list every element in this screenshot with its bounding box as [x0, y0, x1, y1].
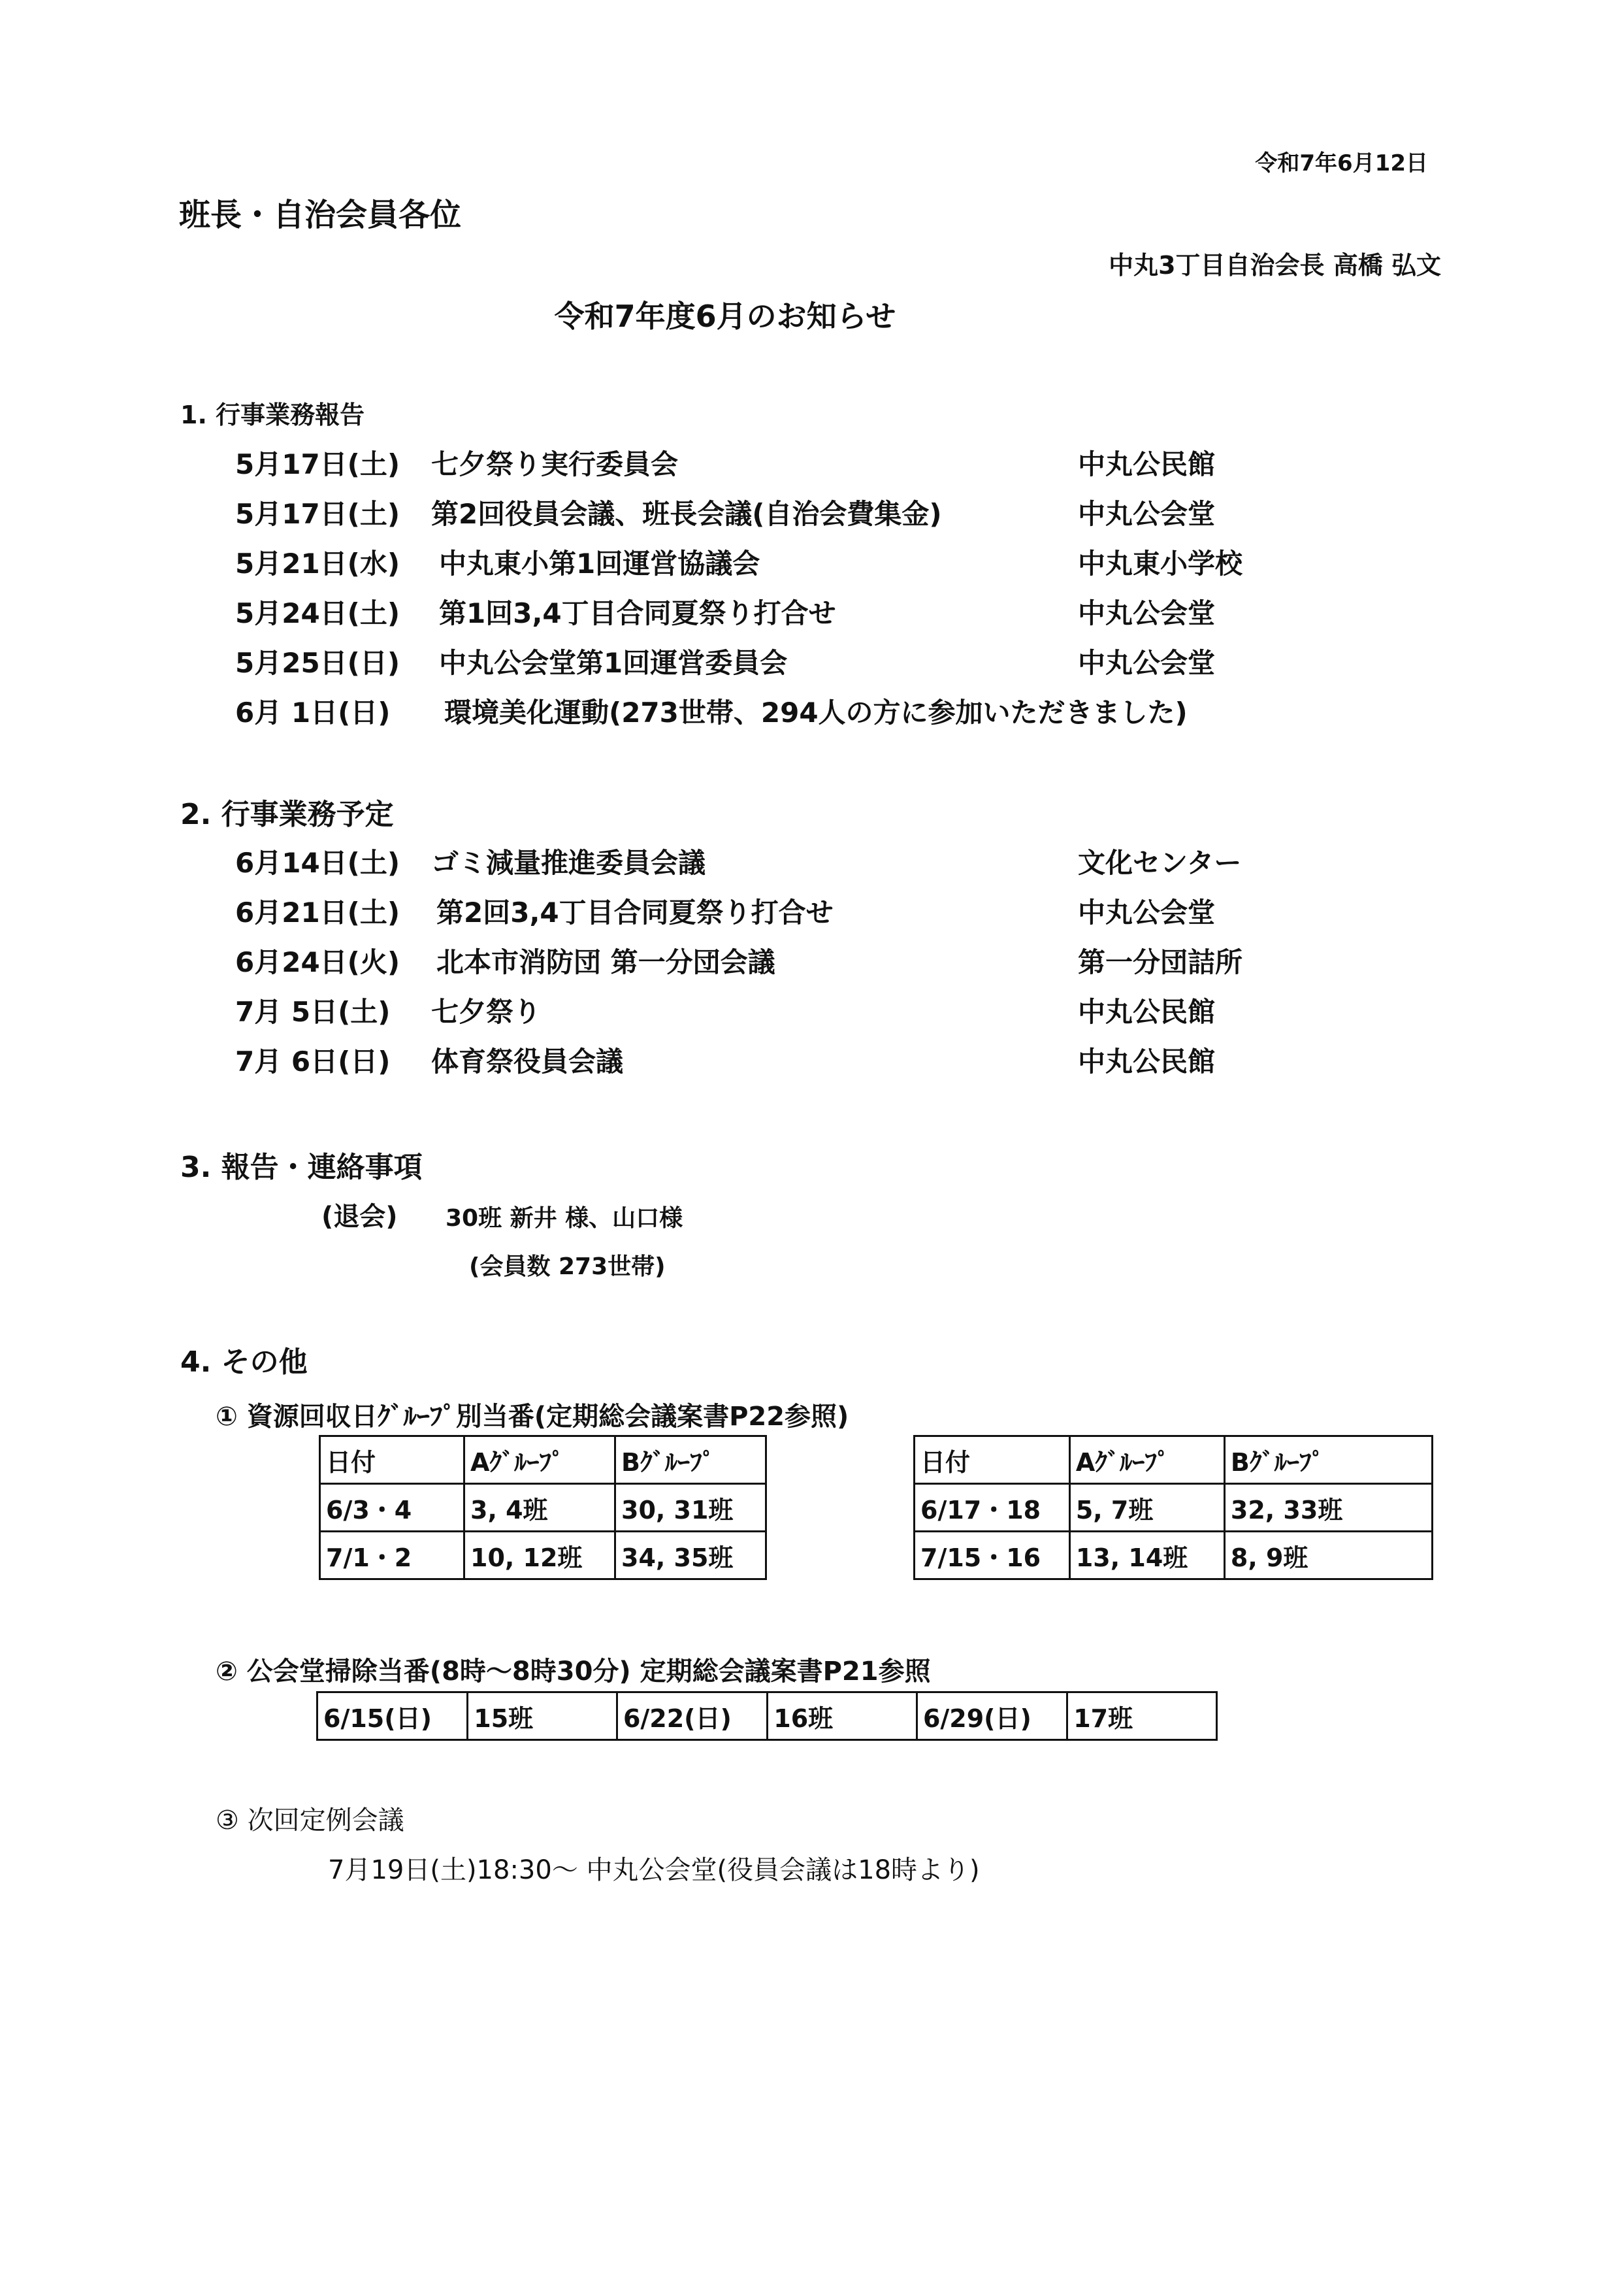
- header-group-b: Bｸﾞﾙｰﾌﾟ: [615, 1436, 766, 1484]
- event-place: 中丸公民館: [1078, 996, 1216, 1028]
- event-place: 中丸公会堂: [1078, 647, 1216, 679]
- table-row: [915, 1532, 1433, 1579]
- event-date: 6月14日(土): [235, 847, 400, 879]
- member-count: (会員数 273世帯): [469, 1253, 666, 1280]
- event-place: 中丸公民館: [1078, 448, 1216, 480]
- event-date: 5月17日(土): [235, 498, 400, 530]
- header-group-b: Bｸﾞﾙｰﾌﾟ: [1224, 1436, 1432, 1484]
- event-date: 5月25日(日): [235, 647, 400, 679]
- table-cell: 7/1・2: [320, 1532, 464, 1579]
- table-cell: 34, 35班: [615, 1532, 766, 1579]
- table-row: [320, 1436, 766, 1484]
- table-cell: 6/3・4: [320, 1484, 464, 1532]
- recycling-table-right: [913, 1435, 1433, 1580]
- table-cell: 13, 14班: [1069, 1532, 1224, 1579]
- table-cell: 6/17・18: [915, 1484, 1070, 1532]
- section2-heading: 2. 行事業務予定: [180, 798, 394, 831]
- event-place: 文化センター: [1078, 847, 1242, 879]
- event-name: 北本市消防団 第一分団会議: [436, 946, 775, 978]
- event-date: 6月24日(火): [235, 946, 400, 978]
- next-meeting-title: ③ 次回定例会議: [216, 1805, 404, 1836]
- table-cell: 6/29(日): [917, 1692, 1067, 1740]
- event-name: 中丸公会堂第1回運営委員会: [439, 647, 788, 679]
- event-name: 環境美化運動(273世帯、294人の方に参加いただきました): [444, 697, 1188, 729]
- table-cell: 7/15・16: [915, 1532, 1070, 1579]
- hall-cleaning-title: ② 公会堂掃除当番(8時～8時30分) 定期総会議案書P21参照: [216, 1656, 931, 1687]
- event-place: 第一分団詰所: [1078, 946, 1243, 978]
- document-date: 令和7年6月12日: [1255, 150, 1428, 176]
- table-cell: 6/22(日): [617, 1692, 767, 1740]
- event-place: 中丸公民館: [1078, 1046, 1216, 1078]
- event-date: 5月24日(土): [235, 597, 400, 629]
- event-date: 7月 6日(日): [235, 1046, 391, 1078]
- event-date: 5月17日(土): [235, 448, 400, 480]
- event-name: 第2回役員会議、班長会議(自治会費集金): [431, 498, 942, 530]
- table-cell: 6/15(日): [317, 1692, 468, 1740]
- event-place: 中丸公会堂: [1078, 597, 1216, 629]
- event-place: 中丸公会堂: [1078, 498, 1216, 530]
- next-meeting-detail: 7月19日(土)18:30～ 中丸公会堂(役員会議は18時より): [328, 1855, 980, 1885]
- table-row: [320, 1532, 766, 1579]
- table-cell: 30, 31班: [615, 1484, 766, 1532]
- event-name: 中丸東小第1回運営協議会: [439, 548, 760, 580]
- event-name: 七夕祭り: [431, 996, 542, 1028]
- event-name: ゴミ減量推進委員会議: [431, 847, 706, 879]
- table-cell: 16班: [768, 1692, 917, 1740]
- event-date: 7月 5日(土): [235, 996, 391, 1028]
- recycling-table-left: [319, 1435, 767, 1580]
- header-group-a: Aｸﾞﾙｰﾌﾟ: [1069, 1436, 1224, 1484]
- event-name: 体育祭役員会議: [431, 1046, 624, 1078]
- sender: 中丸3丁目自治会長 高橋 弘文: [1109, 251, 1441, 280]
- header-group-a: Aｸﾞﾙｰﾌﾟ: [464, 1436, 615, 1484]
- section4-heading: 4. その他: [180, 1345, 308, 1379]
- table-cell: 8, 9班: [1224, 1532, 1432, 1579]
- table-cell: 17班: [1067, 1692, 1217, 1740]
- event-date: 5月21日(水): [235, 548, 400, 580]
- table-cell: 5, 7班: [1069, 1484, 1224, 1532]
- hall-cleaning-table: [316, 1691, 1218, 1741]
- event-place: 中丸公会堂: [1078, 897, 1216, 929]
- header-date: 日付: [915, 1436, 1070, 1484]
- event-name: 七夕祭り実行委員会: [431, 448, 679, 480]
- section3-heading: 3. 報告・連絡事項: [180, 1151, 423, 1184]
- table-cell: 32, 33班: [1224, 1484, 1432, 1532]
- addressee: 班長・自治会員各位: [179, 197, 462, 233]
- table-row: [915, 1436, 1433, 1484]
- section1-heading: 1. 行事業務報告: [180, 401, 365, 429]
- document-title: 令和7年度6月のお知らせ: [554, 299, 896, 334]
- table-cell: 15班: [468, 1692, 617, 1740]
- table-cell: 10, 12班: [464, 1532, 615, 1579]
- event-place: 中丸東小学校: [1078, 548, 1243, 580]
- event-name: 第2回3,4丁目合同夏祭り打合せ: [436, 897, 834, 929]
- recycling-duty-title: ① 資源回収日ｸﾞﾙｰﾌﾟ別当番(定期総会議案書P22参照): [216, 1402, 849, 1432]
- event-name: 第1回3,4丁目合同夏祭り打合せ: [439, 597, 836, 629]
- header-date: 日付: [320, 1436, 464, 1484]
- table-row: [915, 1484, 1433, 1532]
- table-row: [317, 1692, 1217, 1740]
- withdrawal-label: (退会): [321, 1202, 398, 1232]
- event-date: 6月 1日(日): [235, 697, 391, 729]
- event-date: 6月21日(土): [235, 897, 400, 929]
- table-cell: 3, 4班: [464, 1484, 615, 1532]
- table-row: [320, 1484, 766, 1532]
- withdrawal-detail: 30班 新井 様、山口様: [446, 1205, 683, 1232]
